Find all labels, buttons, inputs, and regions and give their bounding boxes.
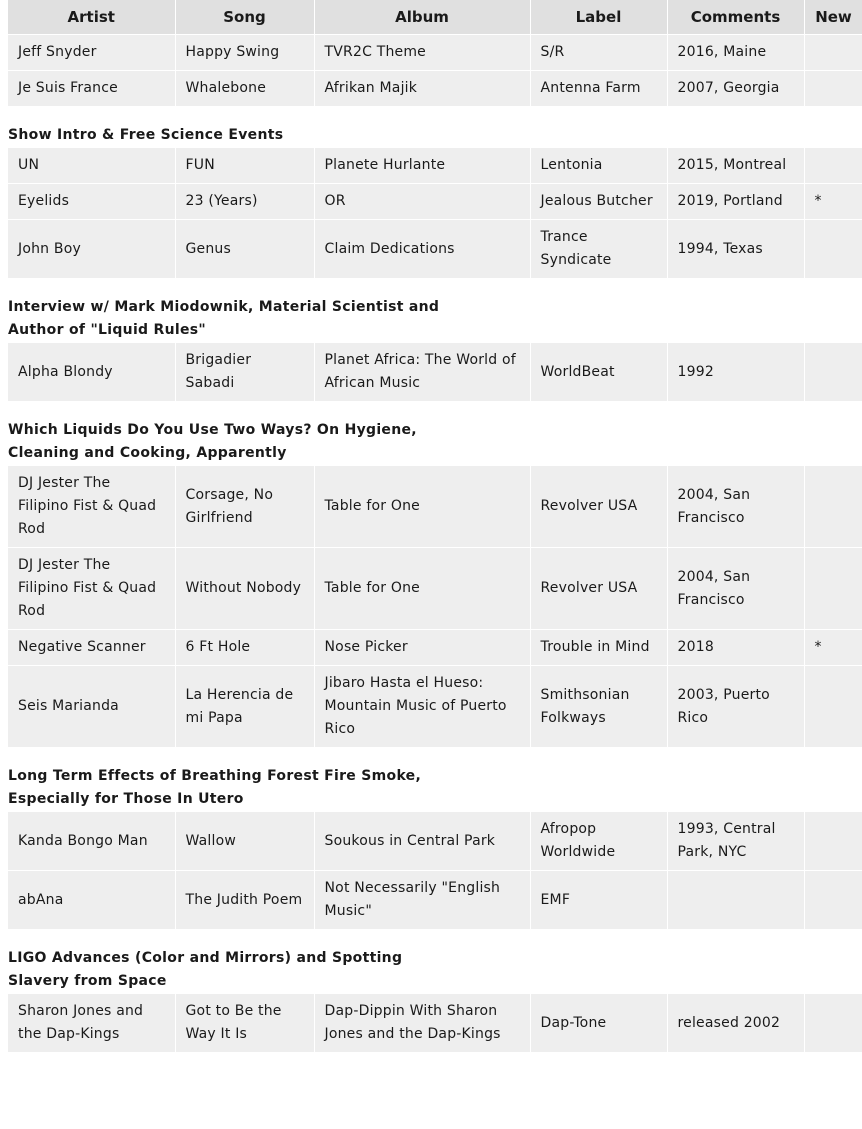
track-row [8, 466, 862, 548]
cell-new [804, 343, 862, 402]
cell-album: Claim Dedications [314, 220, 530, 279]
cell-comments: 1993, Central Park, NYC [667, 812, 804, 871]
track-row [8, 220, 862, 279]
cell-comments: 2018 [667, 630, 804, 666]
playlist-table [8, 811, 862, 929]
cell-album: Afrikan Majik [314, 71, 530, 107]
cell-label: Smithsonian Folkways [530, 666, 667, 748]
cell-artist: Je Suis France [8, 71, 175, 107]
playlist-table [8, 147, 862, 278]
cell-label: Trouble in Mind [530, 630, 667, 666]
cell-comments: 2015, Montreal [667, 148, 804, 184]
cell-new [804, 71, 862, 107]
cell-artist: Seis Marianda [8, 666, 175, 748]
segment-title: Show Intro & Free Science Events [8, 127, 284, 143]
cell-artist: abAna [8, 871, 175, 930]
cell-artist: DJ Jester The Filipino Fist & Quad Rod [8, 466, 175, 548]
cell-album: Table for One [314, 548, 530, 630]
cell-label: Afropop Worldwide [530, 812, 667, 871]
cell-new [804, 548, 862, 630]
cell-comments: 2003, Puerto Rico [667, 666, 804, 748]
cell-song: The Judith Poem [175, 871, 314, 930]
cell-artist: Negative Scanner [8, 630, 175, 666]
cell-label: EMF [530, 871, 667, 930]
cell-album: Jibaro Hasta el Hueso: Mountain Music of Puerto Rico [314, 666, 530, 748]
cell-label: WorldBeat [530, 343, 667, 402]
cell-artist: DJ Jester The Filipino Fist & Quad Rod [8, 548, 175, 630]
cell-label: Lentonia [530, 148, 667, 184]
track-row [8, 812, 862, 871]
cell-label: Dap-Tone [530, 994, 667, 1053]
cell-song: Brigadier Sabadi [175, 343, 314, 402]
segment-title: Which Liquids Do You Use Two Ways? On Hygiene, Cleaning and Cooking, Apparently [8, 422, 417, 461]
cell-song: Corsage, No Girlfriend [175, 466, 314, 548]
cell-comments: 2004, San Francisco [667, 466, 804, 548]
track-row [8, 871, 862, 930]
cell-comments: released 2002 [667, 994, 804, 1053]
column-header-artist: Artist [8, 0, 175, 35]
cell-comments [667, 871, 804, 930]
track-row [8, 994, 862, 1053]
cell-album: Nose Picker [314, 630, 530, 666]
cell-comments: 2016, Maine [667, 35, 804, 71]
cell-new [804, 148, 862, 184]
track-row [8, 630, 862, 666]
cell-artist: Jeff Snyder [8, 35, 175, 71]
track-row [8, 71, 862, 107]
cell-comments: 2004, San Francisco [667, 548, 804, 630]
track-row [8, 184, 862, 220]
column-header-album: Album [314, 0, 530, 35]
cell-song: La Herencia de mi Papa [175, 666, 314, 748]
header-row [8, 0, 862, 35]
cell-artist: John Boy [8, 220, 175, 279]
cell-song: Genus [175, 220, 314, 279]
cell-new [804, 220, 862, 279]
segment-title: Interview w/ Mark Miodownik, Material Scientist and Author of "Liquid Rules" [8, 299, 440, 338]
track-row [8, 35, 862, 71]
cell-comments: 1994, Texas [667, 220, 804, 279]
cell-artist: UN [8, 148, 175, 184]
cell-label: S/R [530, 35, 667, 71]
cell-new [804, 666, 862, 748]
column-header-song: Song [175, 0, 314, 35]
cell-artist: Kanda Bongo Man [8, 812, 175, 871]
cell-song: FUN [175, 148, 314, 184]
cell-artist: Sharon Jones and the Dap-Kings [8, 994, 175, 1053]
track-row [8, 666, 862, 748]
cell-label: Jealous Butcher [530, 184, 667, 220]
cell-new [804, 35, 862, 71]
cell-comments: 2019, Portland [667, 184, 804, 220]
track-row [8, 148, 862, 184]
cell-album: Not Necessarily "English Music" [314, 871, 530, 930]
playlist-table [8, 0, 862, 106]
cell-song: Happy Swing [175, 35, 314, 71]
cell-song: Got to Be the Way It Is [175, 994, 314, 1053]
cell-song: 23 (Years) [175, 184, 314, 220]
cell-new [804, 812, 862, 871]
cell-label: Revolver USA [530, 548, 667, 630]
cell-album: Soukous in Central Park [314, 812, 530, 871]
playlist-table [8, 342, 862, 401]
cell-song: Whalebone [175, 71, 314, 107]
cell-album: Dap-Dippin With Sharon Jones and the Dap-Kings [314, 994, 530, 1053]
cell-artist: Eyelids [8, 184, 175, 220]
cell-new: * [804, 630, 862, 666]
column-header-new: New [804, 0, 862, 35]
track-row [8, 548, 862, 630]
cell-album: OR [314, 184, 530, 220]
column-header-comments: Comments [667, 0, 804, 35]
cell-song: 6 Ft Hole [175, 630, 314, 666]
cell-artist: Alpha Blondy [8, 343, 175, 402]
cell-label: Antenna Farm [530, 71, 667, 107]
column-header-label: Label [530, 0, 667, 35]
segment-title: Long Term Effects of Breathing Forest Fire Smoke, Especially for Those In Utero [8, 768, 422, 807]
segment-title: LIGO Advances (Color and Mirrors) and Spotting Slavery from Space [8, 950, 403, 989]
cell-comments: 1992 [667, 343, 804, 402]
cell-song: Wallow [175, 812, 314, 871]
playlist-table [8, 993, 862, 1052]
cell-album: TVR2C Theme [314, 35, 530, 71]
cell-new: * [804, 184, 862, 220]
playlist-table [8, 465, 862, 747]
cell-new [804, 871, 862, 930]
cell-comments: 2007, Georgia [667, 71, 804, 107]
cell-song: Without Nobody [175, 548, 314, 630]
cell-album: Planet Africa: The World of African Music [314, 343, 530, 402]
cell-new [804, 466, 862, 548]
track-row [8, 343, 862, 402]
cell-new [804, 994, 862, 1053]
cell-label: Trance Syndicate [530, 220, 667, 279]
cell-album: Planete Hurlante [314, 148, 530, 184]
cell-label: Revolver USA [530, 466, 667, 548]
cell-album: Table for One [314, 466, 530, 548]
